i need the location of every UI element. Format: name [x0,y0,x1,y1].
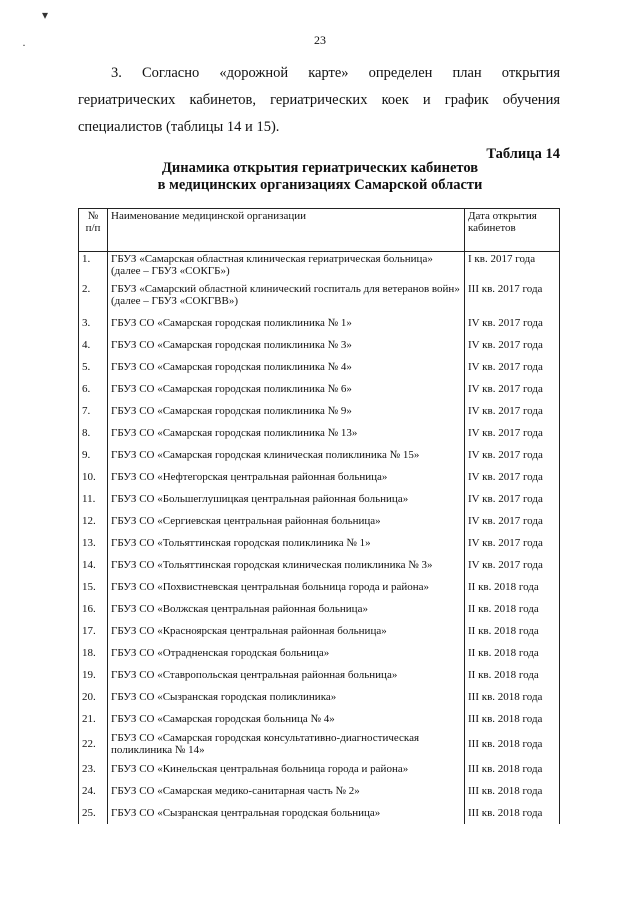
row-date: III кв. 2018 года [465,758,560,780]
row-date: IV кв. 2017 года [465,554,560,576]
row-date: II кв. 2018 года [465,642,560,664]
table-row [79,758,560,780]
row-date: II кв. 2018 года [465,598,560,620]
table-row [79,730,560,758]
table-row [79,312,560,334]
table-row [79,780,560,802]
intro-line-3: специалистов (таблицы 14 и 15). [78,119,280,135]
row-date: IV кв. 2017 года [465,422,560,444]
row-number: 2. [79,282,108,312]
row-organization: ГБУЗ СО «Ставропольская центральная районная больница» [108,664,465,686]
clinics-table [78,208,560,824]
row-organization: ГБУЗ «Самарский областной клинический госпиталь для ветеранов войн» (далее – ГБУЗ «СОКГВВ») [108,282,465,312]
row-date: IV кв. 2017 года [465,400,560,422]
row-number: 18. [79,642,108,664]
table-row [79,598,560,620]
table-title-line-2: в медицинских организациях Самарской области [157,177,483,193]
table-body [79,252,560,824]
row-date: IV кв. 2017 года [465,510,560,532]
row-organization: ГБУЗ СО «Сызранская городская поликлиника» [108,686,465,708]
intro-line-1: 3. Согласно «дорожной карте» определен план открытия [111,65,560,81]
row-number: 11. [79,488,108,510]
row-date: IV кв. 2017 года [465,444,560,466]
scan-mark-top: ▾ [42,8,49,22]
row-organization: ГБУЗ СО «Отрадненская городская больница» [108,642,465,664]
table-row [79,664,560,686]
table-label: Таблица 14 [486,146,560,162]
table-row [79,802,560,824]
row-organization: ГБУЗ СО «Самарская городская консультативно-диагностическая поликлиника № 14» [108,730,465,758]
row-organization: ГБУЗ СО «Самарская городская поликлиника № 13» [108,422,465,444]
row-number: 23. [79,758,108,780]
row-number: 22. [79,730,108,758]
row-number: 25. [79,802,108,824]
row-organization: ГБУЗ СО «Волжская центральная районная больница» [108,598,465,620]
row-number: 15. [79,576,108,598]
table-row [79,620,560,642]
row-number: 21. [79,708,108,730]
row-organization: ГБУЗ СО «Сызранская центральная городская больница» [108,802,465,824]
header-name: Наименование медицинской организации [108,209,465,252]
table-header-row [79,209,560,252]
row-number: 19. [79,664,108,686]
table-row [79,356,560,378]
row-date: II кв. 2018 года [465,576,560,598]
row-organization: ГБУЗ СО «Красноярская центральная районная больница» [108,620,465,642]
table-row [79,444,560,466]
table-row [79,708,560,730]
row-organization: ГБУЗ «Самарская областная клиническая гериатрическая больница» (далее – ГБУЗ «СОКГБ») [108,252,465,282]
row-organization: ГБУЗ СО «Сергиевская центральная районная больница» [108,510,465,532]
row-date: III кв. 2018 года [465,730,560,758]
row-organization: ГБУЗ СО «Самарская городская клиническая поликлиника № 15» [108,444,465,466]
row-date: IV кв. 2017 года [465,356,560,378]
header-date: Дата открытия кабинетов [465,209,560,252]
table-row [79,252,560,282]
row-number: 17. [79,620,108,642]
table-row [79,576,560,598]
row-number: 12. [79,510,108,532]
row-organization: ГБУЗ СО «Нефтегорская центральная районная больница» [108,466,465,488]
row-organization: ГБУЗ СО «Тольяттинская городская поликлиника № 1» [108,532,465,554]
intro-line-2: гериатрических кабинетов, гериатрических коек и график обучения [78,92,560,108]
row-date: IV кв. 2017 года [465,488,560,510]
row-organization: ГБУЗ СО «Похвистневская центральная больница города и района» [108,576,465,598]
row-date: III кв. 2018 года [465,802,560,824]
row-number: 5. [79,356,108,378]
table-row [79,400,560,422]
row-date: II кв. 2018 года [465,664,560,686]
row-number: 13. [79,532,108,554]
row-organization: ГБУЗ СО «Самарская городская поликлиника № 1» [108,312,465,334]
row-organization: ГБУЗ СО «Кинельская центральная больница города и района» [108,758,465,780]
table-row [79,282,560,312]
row-number: 4. [79,334,108,356]
row-number: 3. [79,312,108,334]
row-date: IV кв. 2017 года [465,532,560,554]
row-number: 24. [79,780,108,802]
row-number: 8. [79,422,108,444]
row-number: 7. [79,400,108,422]
row-number: 16. [79,598,108,620]
row-date: IV кв. 2017 года [465,378,560,400]
row-date: III кв. 2018 года [465,708,560,730]
table-row [79,334,560,356]
row-date: IV кв. 2017 года [465,334,560,356]
row-organization: ГБУЗ СО «Самарская медико-санитарная часть № 2» [108,780,465,802]
scan-mark-left: · [22,38,26,52]
table-row [79,466,560,488]
row-number: 1. [79,252,108,282]
table-title-line-1: Динамика открытия гериатрических кабинетов [161,160,479,176]
table-row [79,554,560,576]
intro-paragraph [78,60,560,141]
header-num: № п/п [79,209,108,252]
page-number: 23 [314,33,326,47]
table-row [79,686,560,708]
row-number: 14. [79,554,108,576]
row-number: 6. [79,378,108,400]
row-number: 9. [79,444,108,466]
row-organization: ГБУЗ СО «Самарская городская поликлиника № 6» [108,378,465,400]
table-title [0,160,640,194]
row-date: I кв. 2017 года [465,252,560,282]
row-date: IV кв. 2017 года [465,312,560,334]
row-number: 20. [79,686,108,708]
row-organization: ГБУЗ СО «Самарская городская больница № 4» [108,708,465,730]
table-row [79,532,560,554]
row-organization: ГБУЗ СО «Большеглушицкая центральная районная больница» [108,488,465,510]
table-row [79,642,560,664]
row-organization: ГБУЗ СО «Тольяттинская городская клиническая поликлиника № 3» [108,554,465,576]
row-organization: ГБУЗ СО «Самарская городская поликлиника № 3» [108,334,465,356]
row-organization: ГБУЗ СО «Самарская городская поликлиника № 4» [108,356,465,378]
table-row [79,422,560,444]
table-row [79,378,560,400]
row-date: III кв. 2017 года [465,282,560,312]
table-row [79,510,560,532]
row-date: III кв. 2018 года [465,780,560,802]
table-row [79,488,560,510]
row-number: 10. [79,466,108,488]
row-date: IV кв. 2017 года [465,466,560,488]
row-date: III кв. 2018 года [465,686,560,708]
row-organization: ГБУЗ СО «Самарская городская поликлиника № 9» [108,400,465,422]
row-date: II кв. 2018 года [465,620,560,642]
